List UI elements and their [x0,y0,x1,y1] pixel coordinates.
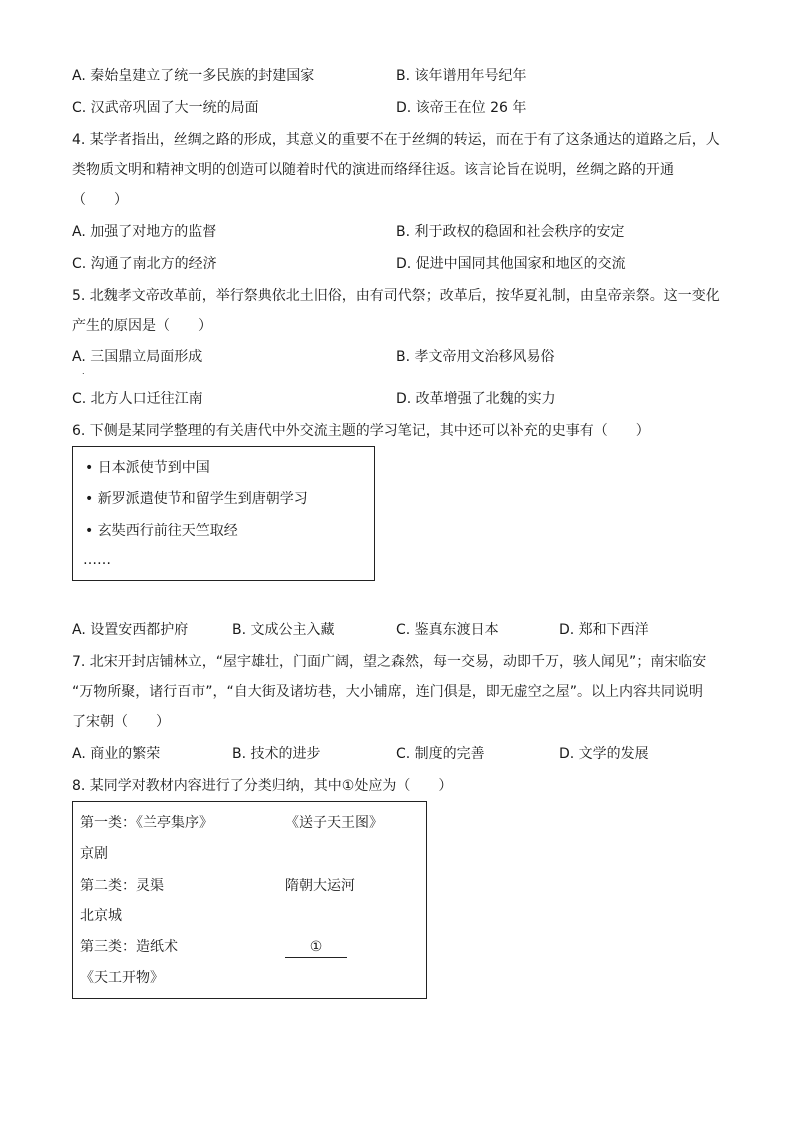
q8-classification-table [72,801,427,999]
q7-stem-line1: 7. 北宋开封店铺林立，“屋宇雄壮，门面广阔，望之森然，每一交易，动即千万，骇人闻见”；南宋临安 [72,654,707,670]
q7-option-d: D. 文学的发展 [559,746,649,762]
q8-stem: 8. 某同学对教材内容进行了分类归纳，其中①处应为（ ） [72,778,453,794]
q4-option-d: D. 促进中国同其他国家和地区的交流 [396,256,626,272]
q6-option-c: C. 鉴真东渡日本 [396,622,499,638]
q7-stem-line2: “万物所聚，诸行百市”，“自大街及诸坊巷，大小铺席，连门俱是，即无虚空之屋”。以上内容共同说明 [72,684,704,700]
q5-stem-line1: 5. 北魏孝文帝改革前，举行祭典依北土旧俗，由有司代祭；改革后，按华夏礼制，由皇帝亲祭。这一变化 [72,288,720,304]
q4-option-a: A. 加强了对地方的监督 [72,224,217,240]
q8-category3-label: 第三类：造纸术 [80,939,178,955]
q8-blank-1 [285,937,347,958]
q4-stem-line1: 4. 某学者指出，丝绸之路的形成，其意义的重要不在于丝绸的转运，而在于有了这条通达的道路之后，人 [72,132,720,148]
q3-option-b: B. 该年谱用年号纪年 [396,68,527,84]
q4-option-c: C. 沟通了南北方的经济 [72,256,217,272]
stray-dot-mark: . [82,367,85,376]
q5-stem-line2: 产生的原因是（ ） [72,318,212,334]
q7-option-b: B. 技术的进步 [232,746,321,762]
q8-category2-item: 隋朝大运河 [285,878,355,894]
q5-option-b: B. 孝文帝用文治移风易俗 [396,349,555,365]
q4-stem-line3: （ ） [72,192,128,208]
q7-option-c: C. 制度的完善 [396,746,485,762]
q3-option-a: A. 秦始皇建立了统一多民族的封建国家 [72,68,315,84]
q5-option-a: A. 三国鼎立局面形成 [72,349,203,365]
q4-option-b: B. 利于政权的稳固和社会秩序的安定 [396,224,625,240]
q6-option-a: A. 设置安西都护府 [72,622,189,638]
q5-option-d: D. 改革增强了北魏的实力 [396,391,556,407]
q5-option-c: C. 北方人口迁往江南 [72,391,203,407]
q8-category3-item2: 《天工开物》 [80,970,164,986]
q8-category2-label: 第二类：灵渠 [80,878,164,894]
q6-notes-box [72,446,375,581]
q4-stem-line2: 类物质文明和精神文明的创造可以随着时代的演进而络绎往返。该言论旨在说明，丝绸之路的开通 [72,162,674,178]
q6-note-2: • 新罗派遣使节和留学生到唐朝学习 [85,491,308,507]
q8-blank-marker: ① [285,937,347,958]
q3-option-c: C. 汉武帝巩固了大一统的局面 [72,100,259,116]
q6-stem: 6. 下侧是某同学整理的有关唐代中外交流主题的学习笔记，其中还可以补充的史事有（ ） [72,423,650,439]
q6-note-1: • 日本派使节到中国 [85,460,210,476]
q7-option-a: A. 商业的繁荣 [72,746,161,762]
q8-category2-item2: 北京城 [80,908,122,924]
q6-note-ellipsis: …… [83,552,111,568]
q6-option-d: D. 郑和下西洋 [559,622,649,638]
q7-stem-line3: 了宋朝（ ） [72,714,170,730]
q8-category1-item: 《送子天王图》 [285,815,383,831]
q6-option-b: B. 文成公主入藏 [232,622,335,638]
q8-category1-item2: 京剧 [80,846,108,862]
q8-category1-label: 第一类：《兰亭集序》 [80,815,213,831]
q3-option-d: D. 该帝王在位 26 年 [396,100,527,116]
q6-note-3: • 玄奘西行前往天竺取经 [85,523,238,539]
